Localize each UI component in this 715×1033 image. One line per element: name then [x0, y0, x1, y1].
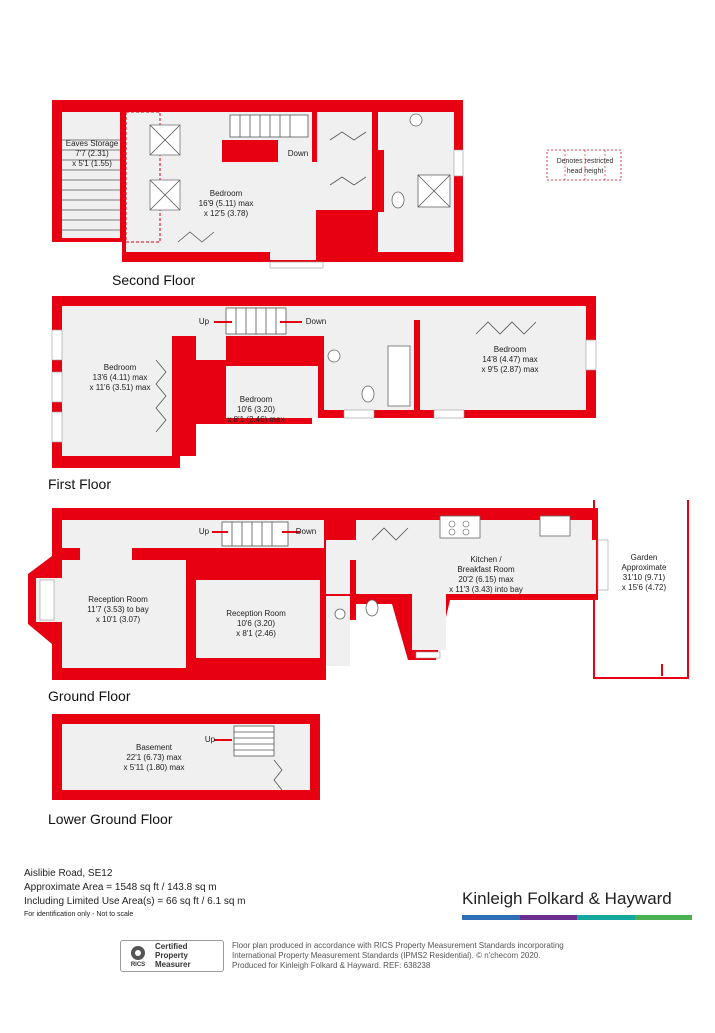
identification-note: For identification only - Not to scale — [24, 911, 134, 918]
lower-ground-floor-label: Lower Ground Floor — [48, 811, 173, 827]
second-bedroom-dim1: 16'9 (5.11) max — [198, 199, 254, 208]
ground-up-label: Up — [198, 527, 210, 536]
ground-rec2-dim2: x 8'1 (2.46) — [236, 629, 276, 638]
second-floor-label: Second Floor — [112, 272, 196, 288]
first-bed2-name: Bedroom — [239, 395, 273, 404]
first-bed3-dim1: 14'8 (4.47) max — [482, 355, 538, 364]
ground-rec2-dim1: 10'6 (3.20) — [237, 619, 275, 628]
brand-bar-purple — [520, 915, 578, 920]
ground-kitchen-name2: Breakfast Room — [457, 565, 515, 574]
restricted-height-legend — [545, 148, 625, 184]
rics-logo-icon — [125, 944, 151, 968]
disclaimer-line2: International Property Measurement Standards (IPMS2 Residential). © n'checom 2020. — [232, 951, 541, 960]
ground-down-label: Down — [295, 527, 317, 536]
ground-rec1-name: Reception Room — [88, 595, 148, 604]
second-stairs-down-label: Down — [287, 149, 309, 158]
garden-name2: Approximate — [621, 563, 667, 572]
rics-line3: Measurer — [155, 960, 191, 969]
lower-up-label: Up — [204, 735, 216, 744]
ground-floor-plan — [0, 500, 715, 690]
eaves-storage-name: Eaves Storage — [65, 139, 119, 148]
basement-dim2: x 5'11 (1.80) max — [123, 763, 185, 772]
first-bed3-name: Bedroom — [493, 345, 527, 354]
brand-name: Kinleigh Folkard & Hayward — [462, 889, 672, 908]
first-bed2-dim2: x 8'1 (2.46) max — [227, 415, 285, 424]
eaves-storage-dim2: x 5'1 (1.55) — [72, 159, 112, 168]
first-floor-plan — [0, 290, 715, 480]
approximate-area: Approximate Area = 1548 sq ft / 143.8 sq m — [24, 882, 217, 893]
garden-dim1: 31'10 (9.71) — [622, 573, 666, 582]
second-bedroom-name: Bedroom — [209, 189, 243, 198]
basement-name: Basement — [135, 743, 173, 752]
brand-color-bars — [462, 915, 692, 920]
ground-kitchen-dim1: 20'2 (6.15) max — [458, 575, 514, 584]
first-bed1-dim2: x 11'6 (3.51) max — [89, 383, 151, 392]
garden-dim2: x 15'6 (4.72) — [621, 583, 667, 592]
first-down-label: Down — [305, 317, 327, 326]
ground-floor-label: Ground Floor — [48, 688, 131, 704]
rics-line1: Certified — [155, 942, 188, 951]
second-bedroom-dim2: x 12'5 (3.78) — [203, 209, 249, 218]
limited-use-area: Including Limited Use Area(s) = 66 sq ft / 6.1 sq m — [24, 896, 246, 907]
ground-rec1-dim1: 11'7 (3.53) to bay — [87, 605, 149, 614]
first-up-label: Up — [198, 317, 210, 326]
lower-ground-floor-plan — [0, 710, 715, 810]
rics-badge-text — [155, 942, 191, 969]
property-address: Aislibie Road, SE12 — [24, 868, 113, 879]
eaves-storage-dim1: 7'7 (2.31) — [75, 149, 109, 158]
legend-line1: Denotes restricted — [556, 158, 614, 165]
disclaimer-line1: Floor plan produced in accordance with RICS Property Measurement Standards incorporating — [232, 941, 564, 950]
brand-bar-green — [635, 915, 693, 920]
rics-badge — [120, 940, 224, 972]
rics-logo-text: RICS — [130, 962, 146, 968]
ground-kitchen-name1: Kitchen / — [470, 555, 502, 564]
garden-name1: Garden — [630, 553, 658, 562]
legend-line2: head height — [566, 168, 604, 175]
ground-rec2-name: Reception Room — [226, 609, 286, 618]
basement-dim1: 22'1 (6.73) max — [126, 753, 182, 762]
first-bed3-dim2: x 9'5 (2.87) max — [481, 365, 539, 374]
ground-kitchen-dim2: x 11'3 (3.43) into bay — [449, 585, 523, 594]
rics-line2: Property — [155, 951, 188, 960]
first-bed1-name: Bedroom — [103, 363, 137, 372]
disclaimer-line3: Produced for Kinleigh Folkard & Hayward. REF: 638238 — [232, 961, 431, 970]
first-floor-label: First Floor — [48, 476, 111, 492]
first-bed1-dim1: 13'6 (4.11) max — [92, 373, 148, 382]
brand-bar-teal — [577, 915, 635, 920]
disclaimer — [232, 941, 592, 971]
first-bed2-dim1: 10'6 (3.20) — [237, 405, 275, 414]
brand-bar-blue — [462, 915, 520, 920]
ground-rec1-dim2: x 10'1 (3.07) — [95, 615, 141, 624]
